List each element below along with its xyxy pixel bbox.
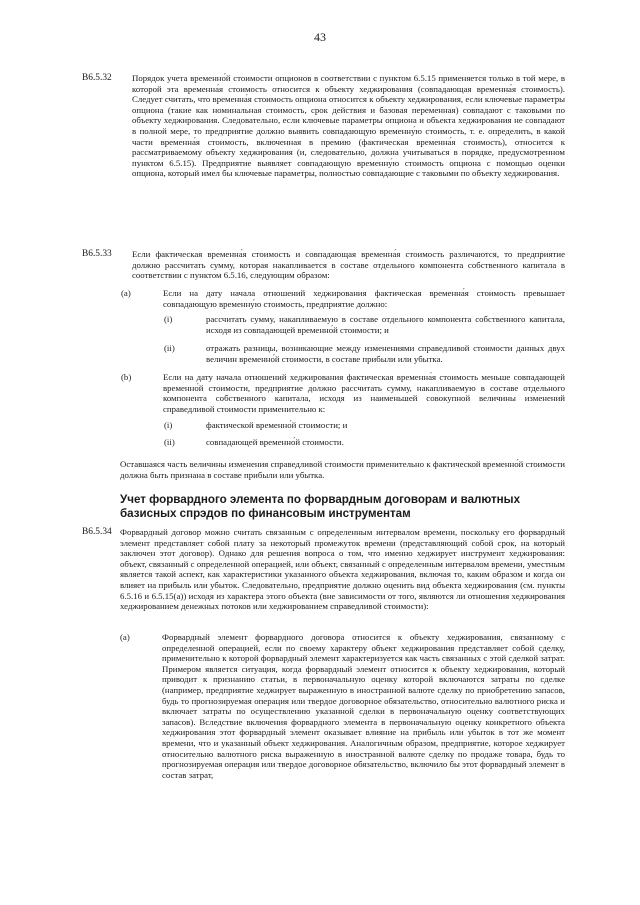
paragraph-number: B6.5.33	[82, 249, 112, 259]
paragraph-text: Если фактическая временна́я стоимость и совпадающая временна́я стоимость различаются, то предприятие должно рассчитать сумму, которая накапливается в составе отдельного компонента собственного капитала в соответствии с пунктом 6.5.16, следующим образом:	[132, 249, 565, 281]
paragraph-number: B6.5.34	[82, 527, 112, 537]
sublist-label: (i)	[164, 420, 173, 430]
list-text: Если на дату начала отношений хеджирования фактическая временна́я стоимость меньше совпадающей временно́й стоимости, предприятие должно рассчитать сумму, накапливаемую в составе отдельного компонента собственного капитала, исходя из наименьшей совокупной величины изменений справедливой стоимости применительно к:	[163, 372, 565, 414]
sublist-label: (i)	[164, 314, 173, 324]
page-number: 43	[314, 30, 326, 44]
paragraph-b6-5-34	[82, 527, 565, 612]
sublist-label: (ii)	[164, 343, 175, 353]
list-label: (b)	[121, 372, 132, 382]
list-item-b	[121, 372, 565, 414]
list-label: (a)	[121, 288, 131, 298]
list-item-a	[120, 632, 565, 780]
paragraph-text: Форвардный договор можно считать связанным с определенным интервалом времени, поскольку его форвардный элемент представляет собой плату за некоторый промежуток времени (представляющий собой срок, на который заключен этот договор). Однако для решения вопроса о том, что именно хеджирует инструмент хеджирования: объект, связанный с определенной операцией, или объект, связанный с определенным интервалом времени, уместным является такой аспект, как характеристики указанного объекта хеджирования, включая то, каким образом и когда он влияет на прибыль или убыток. Следовательно, предприятие должно оценить вид объекта хеджирования (см. пункты 6.5.16 и 6.5.15(a)) исходя из характера этого объекта (вне зависимости от того, являются ли отношения хеджирования хеджированием денежных потоков или хеджированием справедливой стоимости):	[120, 527, 565, 612]
list-item-a	[121, 288, 565, 309]
sublist-text: отражать разницы, возникающие между изменениями справедливой стоимости данных двух величин временно́й стоимости, в составе прибыли или убытка.	[206, 343, 565, 364]
sublist-item-i	[164, 314, 565, 335]
paragraph-b6-5-32	[82, 73, 565, 179]
sublist-text: совпадающей временно́й стоимости.	[206, 437, 344, 447]
closing-text: Оставшаяся часть величины изменения справедливой стоимости применительно к фактической временно́й стоимости должна быть признана в составе прибыли или убытка.	[120, 459, 565, 480]
sublist-item-i	[164, 420, 565, 431]
list-label: (a)	[120, 632, 130, 642]
list-text: Если на дату начала отношений хеджирования фактическая временна́я стоимость превышает совпадающую временну́ю стоимость, предприятие должно:	[163, 288, 565, 309]
sublist-label: (ii)	[164, 437, 175, 447]
sublist-text: фактической временно́й стоимости; и	[206, 420, 348, 430]
paragraph-b6-5-33	[82, 249, 565, 281]
paragraph-number: B6.5.32	[82, 73, 112, 83]
section-heading: Учет форвардного элемента по форвардным договорам и валютных базисных спрэдов по финансовым инструментам	[120, 493, 521, 520]
paragraph-text: Порядок учета временно́й стоимости опционов в соответствии с пунктом 6.5.15 применяется только в той мере, в которой эта временна́я стоимость относится к объекту хеджирования (совпадающая временна́я стоимость). Следует считать, что временна́я стоимость опциона относится к объекту хеджирования, если ключевые параметры опциона (такие как номинальная стоимость, срок действия и базовая переменная) совпадают с таковыми по объекту хеджирования. Следовательно, если ключевые параметры опциона и объекта хеджирования не совпадают в полной мере, то предприятие должно выявить совпадающую временну́ю стоимость, т. е. определить, в какой части временна́я стоимость, включенная в премию (фактическая временна́я стоимость), относится к рассматриваемому объекту хеджирования (и, следовательно, должна учитываться в порядке, предусмотренном пунктом 6.5.15). Предприятие выявляет совпадающую временну́ю стоимость опциона с помощью оценки опциона, который имел бы ключевые параметры, полностью совпадающие с таковыми по объекту хеджирования.	[132, 73, 565, 179]
sublist-text: рассчитать сумму, накапливаемую в составе отдельного компонента собственного капитала, исходя из совпадающей временно́й стоимости; и	[206, 314, 565, 335]
list-text: Форвардный элемент форвардного договора относится к объекту хеджирования, связанному с определенной операцией, если по своему характеру объект хеджирования представляет собой сделку, применительно к которой форвардный элемент характеризуется как часть связанных с этой сделкой затрат. Примером является ситуация, когда форвардный элемент относится к объекту хеджирования, который приводит к признанию статьи, в первоначальную оценку которой включаются затраты по сделке (например, предприятие хеджирует выраженную в иностранной валюте сделку по приобретению запасов, будь то прогнозируемая операция или твердое договорное обязательство, относительно валютного риска и включает затраты по осуществлению указанной сделки в первоначальную оценку соответствующих запасов). Вследствие включения форвардного элемента в первоначальную оценку конкретного объекта хеджирования этот форвардный элемент оказывает влияние на прибыль или убыток в тот же момент времени, что и указанный объект хеджирования. Аналогичным образом, предприятие, которое хеджирует относительно валютного риска выраженную в иностранной валюте сделку по продаже товара, будь то прогнозируемая операция или твердое договорное обязательство, включило бы этот форвардный элемент в состав затрат,	[162, 632, 565, 780]
sublist-item-ii	[164, 437, 565, 448]
sublist-item-ii	[164, 343, 565, 364]
